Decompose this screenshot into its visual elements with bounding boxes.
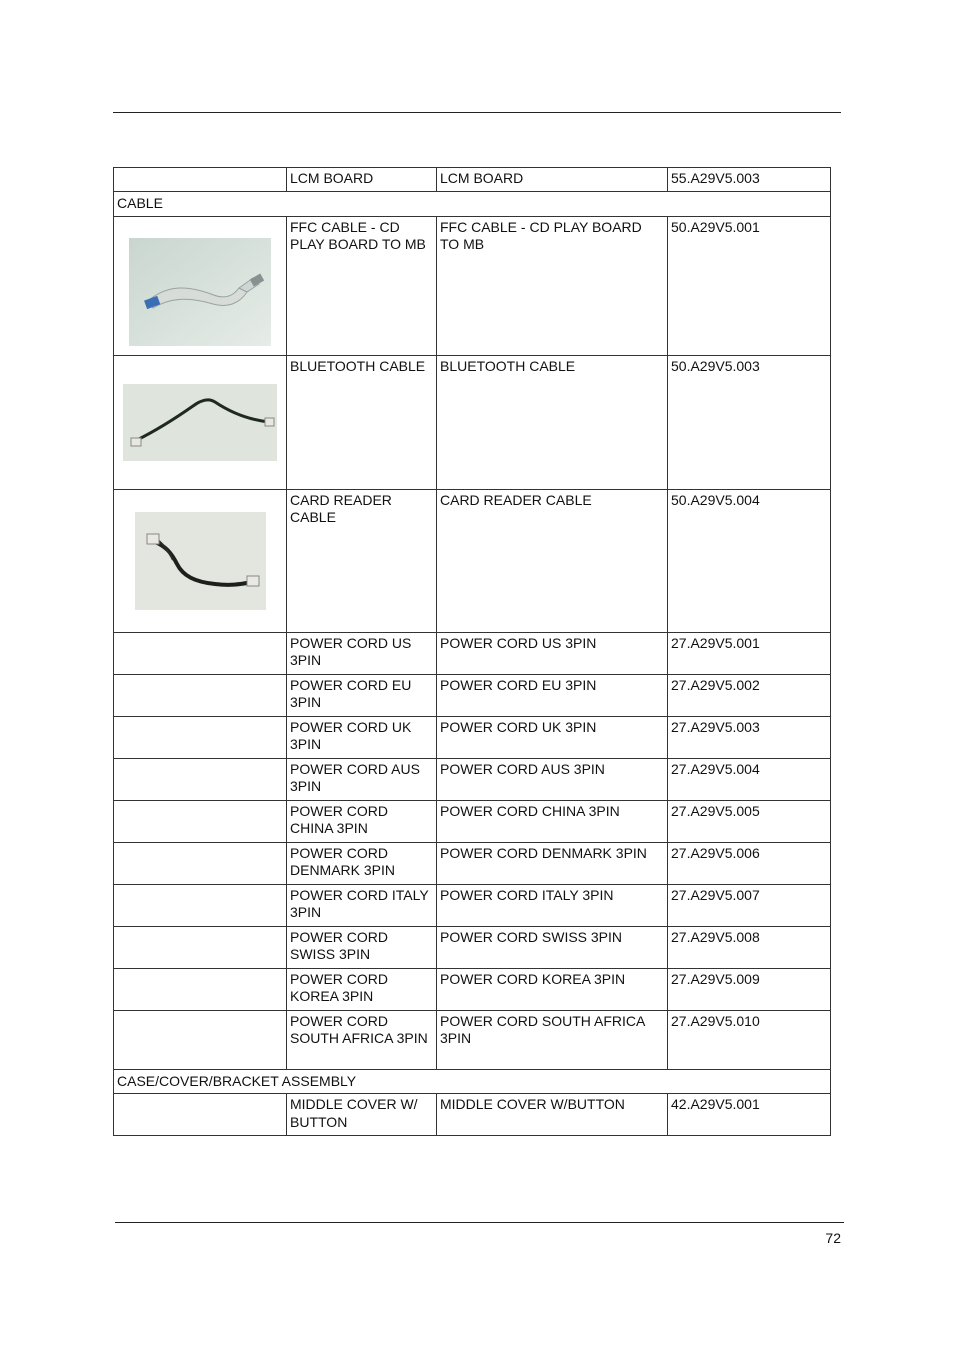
part-name-cell: LCM BOARD (287, 168, 437, 192)
table-row (114, 1010, 831, 1069)
picture-cell (114, 1094, 287, 1136)
part-name-cell: POWER CORD KOREA 3PIN (287, 968, 437, 1010)
description-cell: POWER CORD SOUTH AFRICA 3PIN (437, 1010, 668, 1069)
picture-cell (114, 489, 287, 632)
picture-cell (114, 968, 287, 1010)
section-label: CABLE (114, 192, 831, 217)
table-row (114, 1094, 831, 1136)
table-row (114, 800, 831, 842)
bluetooth-cable-photo (123, 384, 277, 461)
part-name-cell: POWER CORD EU 3PIN (287, 674, 437, 716)
table-row (114, 884, 831, 926)
part-name-cell: POWER CORD DENMARK 3PIN (287, 842, 437, 884)
part-number-cell: 55.A29V5.003 (668, 168, 831, 192)
description-cell: LCM BOARD (437, 168, 668, 192)
picture-cell (114, 800, 287, 842)
card-reader-cable-photo (135, 512, 266, 610)
part-name-cell: MIDDLE COVER W/ BUTTON (287, 1094, 437, 1136)
table-row (114, 489, 831, 632)
part-name-cell: BLUETOOTH CABLE (287, 355, 437, 489)
description-cell: POWER CORD AUS 3PIN (437, 758, 668, 800)
part-number-cell: 27.A29V5.008 (668, 926, 831, 968)
page-number: 72 (825, 1230, 841, 1246)
part-name-cell: POWER CORD US 3PIN (287, 632, 437, 674)
picture-cell (114, 842, 287, 884)
part-number-cell: 27.A29V5.004 (668, 758, 831, 800)
description-cell: CARD READER CABLE (437, 489, 668, 632)
description-cell: POWER CORD ITALY 3PIN (437, 884, 668, 926)
part-number-cell: 27.A29V5.010 (668, 1010, 831, 1069)
ffc-cable-photo (129, 238, 271, 346)
description-cell: POWER CORD SWISS 3PIN (437, 926, 668, 968)
part-number-cell: 27.A29V5.005 (668, 800, 831, 842)
part-number-cell: 27.A29V5.007 (668, 884, 831, 926)
picture-cell (114, 758, 287, 800)
part-number-cell: 50.A29V5.003 (668, 355, 831, 489)
part-number-cell: 27.A29V5.001 (668, 632, 831, 674)
table-row (114, 168, 831, 192)
picture-cell (114, 926, 287, 968)
parts-table (113, 167, 831, 1136)
description-cell: POWER CORD EU 3PIN (437, 674, 668, 716)
description-cell: MIDDLE COVER W/BUTTON (437, 1094, 668, 1136)
part-name-cell: POWER CORD CHINA 3PIN (287, 800, 437, 842)
description-cell: POWER CORD UK 3PIN (437, 716, 668, 758)
part-name-cell: POWER CORD ITALY 3PIN (287, 884, 437, 926)
description-cell: POWER CORD CHINA 3PIN (437, 800, 668, 842)
footer-rule (115, 1222, 844, 1223)
picture-cell (114, 632, 287, 674)
table-row (114, 632, 831, 674)
table-row (114, 968, 831, 1010)
part-number-cell: 27.A29V5.009 (668, 968, 831, 1010)
table-row (114, 716, 831, 758)
picture-cell (114, 674, 287, 716)
part-name-cell: POWER CORD SOUTH AFRICA 3PIN (287, 1010, 437, 1069)
table-row (114, 758, 831, 800)
section-label: CASE/COVER/BRACKET ASSEMBLY (114, 1069, 831, 1094)
picture-cell (114, 716, 287, 758)
picture-cell (114, 884, 287, 926)
description-cell: POWER CORD DENMARK 3PIN (437, 842, 668, 884)
description-cell: FFC CABLE - CD PLAY BOARD TO MB (437, 216, 668, 355)
picture-cell (114, 216, 287, 355)
part-number-cell: 42.A29V5.001 (668, 1094, 831, 1136)
description-cell: POWER CORD KOREA 3PIN (437, 968, 668, 1010)
picture-cell (114, 1010, 287, 1069)
table-row (114, 842, 831, 884)
part-name-cell: POWER CORD AUS 3PIN (287, 758, 437, 800)
description-cell: POWER CORD US 3PIN (437, 632, 668, 674)
part-name-cell: FFC CABLE - CD PLAY BOARD TO MB (287, 216, 437, 355)
picture-cell (114, 355, 287, 489)
section-row (114, 1069, 831, 1094)
picture-cell (114, 168, 287, 192)
part-number-cell: 27.A29V5.006 (668, 842, 831, 884)
header-rule (113, 112, 841, 113)
part-number-cell: 27.A29V5.003 (668, 716, 831, 758)
section-row (114, 192, 831, 217)
part-name-cell: POWER CORD SWISS 3PIN (287, 926, 437, 968)
part-number-cell: 50.A29V5.001 (668, 216, 831, 355)
table-row (114, 216, 831, 355)
part-name-cell: POWER CORD UK 3PIN (287, 716, 437, 758)
part-number-cell: 50.A29V5.004 (668, 489, 831, 632)
table-row (114, 355, 831, 489)
description-cell: BLUETOOTH CABLE (437, 355, 668, 489)
part-number-cell: 27.A29V5.002 (668, 674, 831, 716)
part-name-cell: CARD READER CABLE (287, 489, 437, 632)
table-row (114, 926, 831, 968)
table-row (114, 674, 831, 716)
